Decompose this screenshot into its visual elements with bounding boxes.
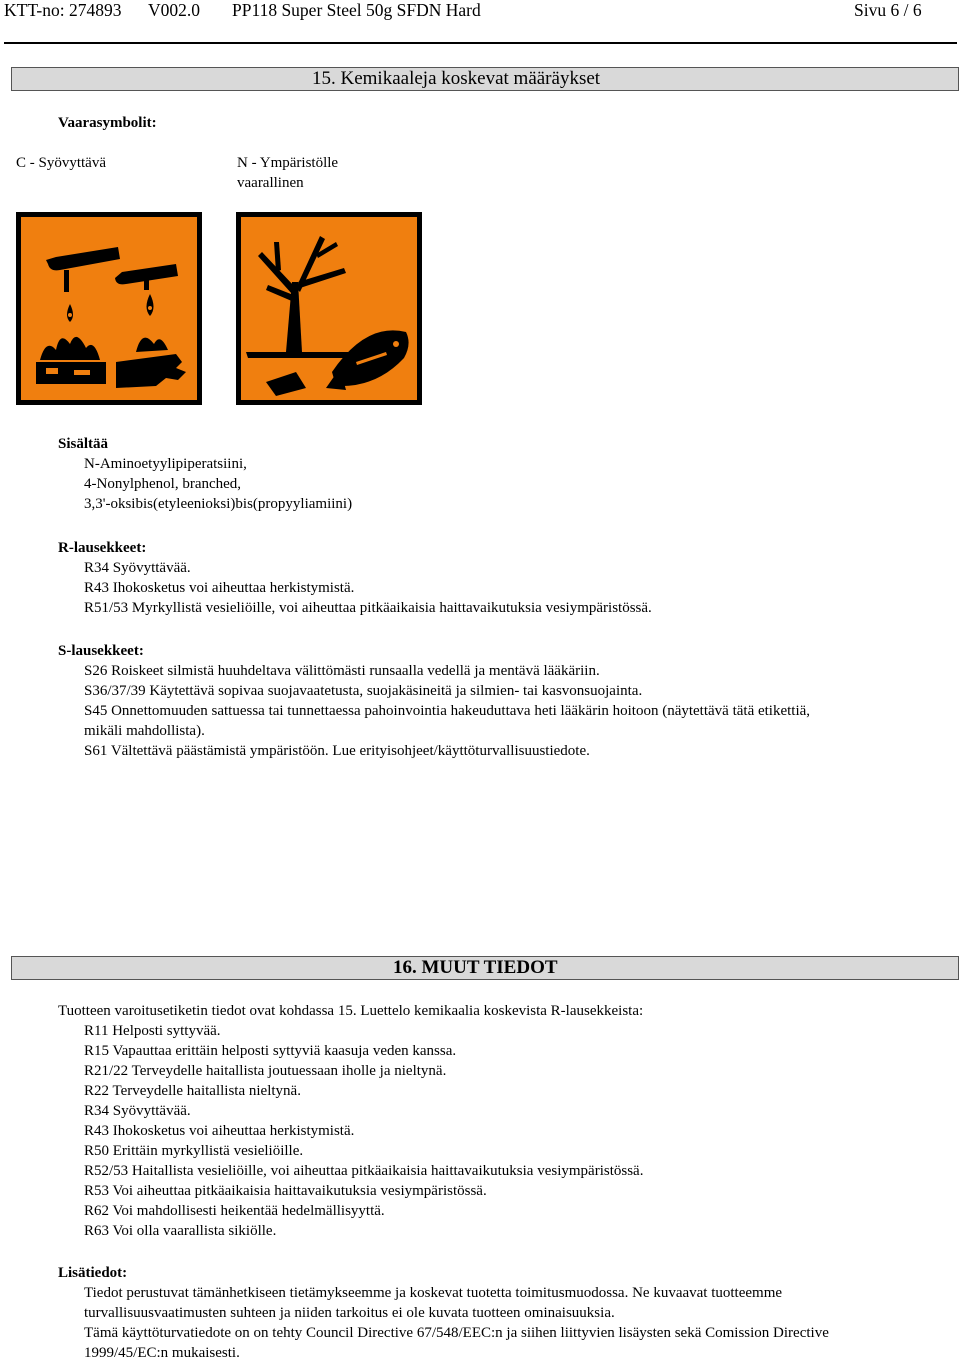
environment-pictogram [236, 212, 422, 405]
list-item: R62 Voi mahdollisesti heikentää hedelmällisyyttä. [84, 1203, 385, 1219]
section-16-title: 16. MUUT TIEDOT [393, 957, 558, 978]
s-phrases-label: S-lausekkeet: [58, 643, 144, 659]
r-phrases-list [84, 558, 652, 618]
list-item: S61 Vältettävä päästämistä ympäristöön. Lue erityisohjeet/käyttöturvallisuustiedote. [84, 743, 590, 759]
list-item: R53 Voi aiheuttaa pitkäaikaisia haittavaikutuksia vesiympäristössä. [84, 1183, 487, 1199]
list-item: R11 Helposti syttyvää. [84, 1023, 221, 1039]
symbol-label-environment: N - Ympäristölle vaarallinen [237, 155, 339, 191]
list-item: N-Aminoetyylipiperatsiini, [84, 456, 247, 472]
section-15-title: 15. Kemikaaleja koskevat määräykset [312, 68, 601, 89]
list-item: S45 Onnettomuuden sattuessa tai tunnettaessa pahoinvointia hakeuduttava heti lääkärin hoitoon (näytettävä tätä etikettiä, [84, 703, 811, 719]
list-item: R15 Vapauttaa erittäin helposti syttyviä kaasuja veden kanssa. [84, 1043, 457, 1059]
list-item: R34 Syövyttävää. [84, 560, 191, 576]
paragraph-line: 1999/45/EC:n mukaisesti. [84, 1345, 240, 1361]
list-item: mikäli mahdollista). [84, 723, 205, 739]
list-item: R52/53 Haitallista vesieliöille, voi aiheuttaa pitkäaikaisia haittavaikutuksia vesiympäristössä. [84, 1163, 644, 1179]
paragraph-line: Tiedot perustuvat tämänhetkiseen tietämykseemme ja koskevat tuotetta toimitusmuodossa. Ne kuvaavat tuotteemme [84, 1285, 783, 1301]
additional-info [84, 1283, 829, 1363]
list-item: R43 Ihokosketus voi aiheuttaa herkistymistä. [84, 580, 355, 596]
symbol-label-corrosive: C - Syövyttävä [16, 155, 106, 171]
list-item: S26 Roiskeet silmistä huuhdeltava välittömästi runsaalla vedellä ja mentävä lääkäriin. [84, 663, 600, 679]
list-item: 3,3'-oksibis(etyleenioksi)bis(propyyliamiini) [84, 496, 353, 512]
corrosive-pictogram [16, 212, 202, 405]
corrosive-icon [16, 212, 202, 405]
list-item: 4-Nonylphenol, branched, [84, 476, 242, 492]
section-16-intro: Tuotteen varoitusetiketin tiedot ovat kohdassa 15. Luettelo kemikaalia koskevista R-lausekkeista: [58, 1003, 644, 1019]
header-rule [4, 42, 957, 44]
dead-tree-fish-icon [236, 212, 422, 405]
list-item: R34 Syövyttävää. [84, 1103, 191, 1119]
s-phrases-list [84, 661, 810, 761]
additional-info-label: Lisätiedot: [58, 1265, 128, 1281]
paragraph-line: Tämä käyttöturvatiedote on on tehty Council Directive 67/548/EEC:n ja siihen liittyvien lisäysten sekä Comission Directive [84, 1325, 829, 1341]
list-item: R22 Terveydelle haitallista nieltynä. [84, 1083, 301, 1099]
list-item: R51/53 Myrkyllistä vesieliöille, voi aiheuttaa pitkäaikaisia haittavaikutuksia vesiympäristössä. [84, 600, 652, 616]
contains-list [84, 454, 352, 514]
list-item: R50 Erittäin myrkyllistä vesieliöille. [84, 1143, 304, 1159]
contains-label: Sisältää [58, 436, 109, 452]
section-15-bar [11, 67, 959, 91]
r-list [84, 1021, 643, 1241]
list-item: R21/22 Terveydelle haitallista joutuessaan iholle ja nieltynä. [84, 1063, 447, 1079]
product-name: PP118 Super Steel 50g SFDN Hard [232, 0, 481, 20]
document-version: V002.0 [148, 0, 201, 20]
page-number: Sivu 6 / 6 [854, 0, 922, 20]
list-item: R63 Voi olla vaarallista sikiölle. [84, 1223, 277, 1239]
section-16-bar [11, 956, 959, 980]
r-phrases-label: R-lausekkeet: [58, 540, 147, 556]
paragraph-line: turvallisuusvaatimusten suhteen ja niiden tarkoitus ei ole kuvata tuotteen ominaisuuksia. [84, 1305, 615, 1321]
list-item: R43 Ihokosketus voi aiheuttaa herkistymistä. [84, 1123, 355, 1139]
hazard-symbols-label: Vaarasymbolit: [58, 115, 157, 131]
document-id: KTT-no: 274893 [4, 0, 122, 20]
list-item: S36/37/39 Käytettävä sopivaa suojavaatetusta, suojakäsineitä ja silmien- tai kasvonsuojainta. [84, 683, 643, 699]
